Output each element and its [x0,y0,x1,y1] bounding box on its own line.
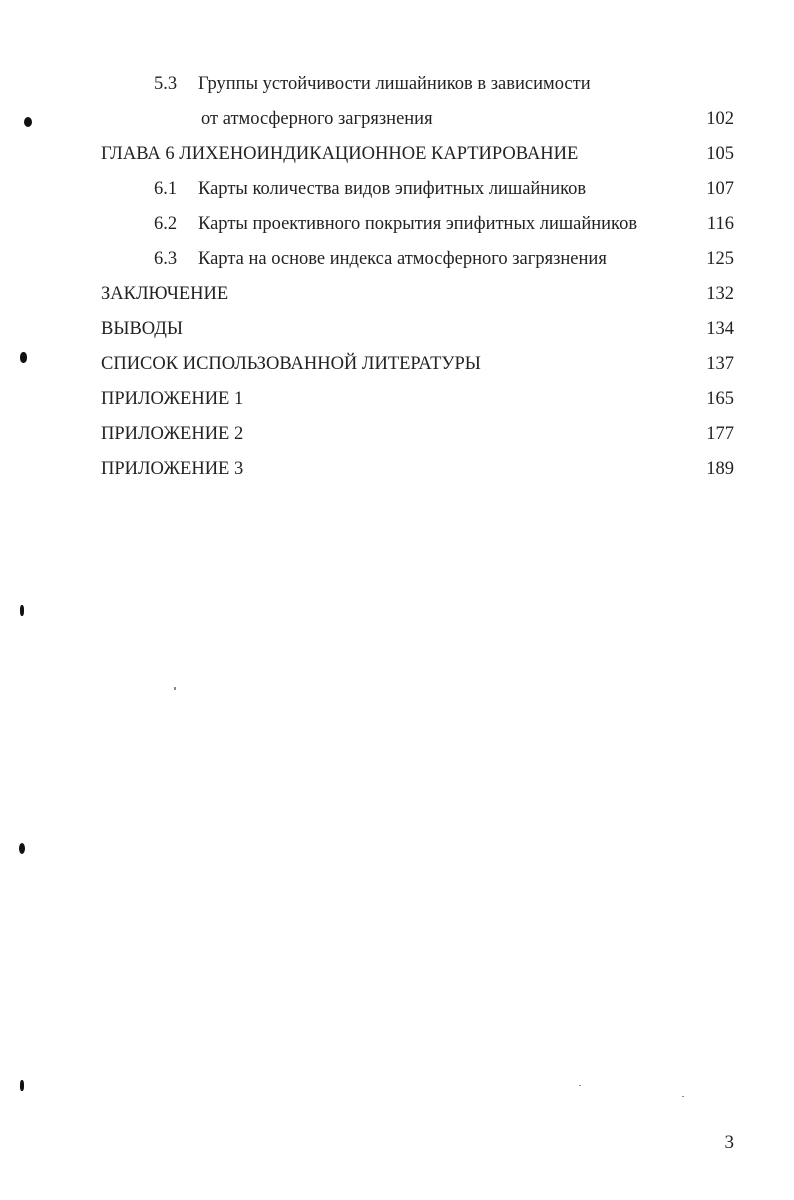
punch-hole-mark [24,117,32,127]
chapter-title: ПРИЛОЖЕНИЕ 1 [101,389,244,409]
page-number: 3 [724,1132,734,1153]
page-ref: 107 [706,179,734,199]
scan-speck [174,687,176,690]
chapter-title: ЗАКЛЮЧЕНИЕ [101,284,229,304]
scan-speck [682,1096,684,1097]
toc-entry-chapter-6 [0,142,794,166]
page-ref: 102 [706,109,734,129]
page-ref: 137 [706,354,734,374]
toc-entry-5-3-continued [0,107,794,131]
toc-entry-6-3 [0,247,794,271]
section-title: Карты количества видов эпифитных лишайников [198,179,587,199]
section-title: Группы устойчивости лишайников в зависимости [198,74,591,94]
toc-entry-5-3 [0,72,794,96]
section-number: 6.3 [154,249,178,269]
chapter-title: ВЫВОДЫ [101,319,184,339]
toc-entry-conclusion [0,282,794,306]
page-ref: 134 [706,319,734,339]
toc-entry-6-2 [0,212,794,236]
section-title: Карта на основе индекса атмосферного загрязнения [198,249,607,269]
section-title: Карты проективного покрытия эпифитных лишайников [198,214,638,234]
chapter-title: ПРИЛОЖЕНИЕ 3 [101,459,244,479]
section-number: 6.1 [154,179,178,199]
punch-hole-mark [19,843,25,854]
toc-entry-appendix-2 [0,422,794,446]
page-ref: 116 [706,214,734,234]
punch-hole-mark [20,1080,24,1091]
section-title-continued: от атмосферного загрязнения [201,109,433,129]
toc-entry-appendix-1 [0,387,794,411]
page-ref: 125 [706,249,734,269]
punch-hole-mark [20,352,27,363]
page-ref: 189 [706,459,734,479]
page-ref: 165 [706,389,734,409]
punch-hole-mark [20,605,24,616]
toc-entry-findings [0,317,794,341]
toc-entry-references [0,352,794,376]
chapter-title: ПРИЛОЖЕНИЕ 2 [101,424,244,444]
page-ref: 105 [706,144,734,164]
page-ref: 132 [706,284,734,304]
chapter-title: СПИСОК ИСПОЛЬЗОВАННОЙ ЛИТЕРАТУРЫ [101,354,481,374]
section-number: 5.3 [154,74,178,94]
scan-speck [579,1085,581,1086]
toc-entry-appendix-3 [0,457,794,481]
section-number: 6.2 [154,214,178,234]
page-ref: 177 [706,424,734,444]
toc-entry-6-1 [0,177,794,201]
chapter-title: ГЛАВА 6 ЛИХЕНОИНДИКАЦИОННОЕ КАРТИРОВАНИЕ [101,144,579,164]
